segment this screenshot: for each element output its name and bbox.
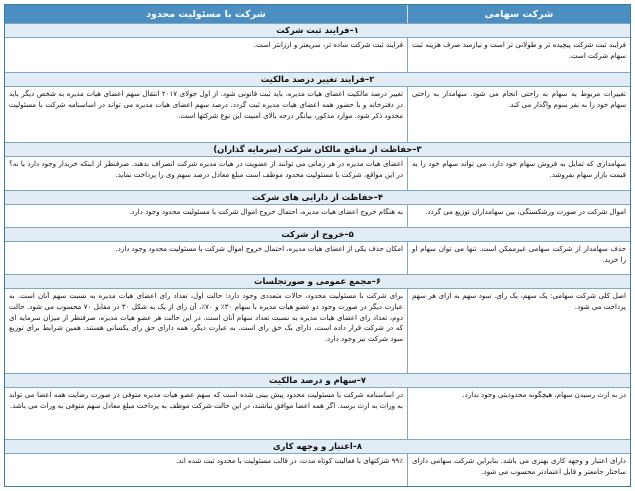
cell-joint-stock: اموال شرکت در صورت ورشکستگی، بین سهامداران توزیع می گردد. [425,207,626,216]
section-title [5,142,630,156]
table-row [5,288,630,373]
cell-joint-stock: حذف سهامدار از شرکت سهامی غیرممکن است. تنها می توان سهام او را خرید. [412,244,626,264]
cell-limited-liability: فرایند ثبت شرکت ساده تر، سریعتر و ارزانتر است. [5,38,408,72]
section-title [5,373,630,387]
cell-limited-liability: ۹۹٪ شرکتهای با فعالیت کوتاه مدت، در قالب مسئولیت با محدود ثبت شده اند. [5,454,408,486]
cell-limited-liability: امکان حذف یکی از اعضای هیات مدیره، احتمال خروج اموال شرکت با مسئولیت محدود وجود دارد. [5,242,408,274]
section-title [5,23,630,37]
cell-joint-stock: دارای اعتبار و وجهه کاری بهتری می باشد. بنابراین شرکت سهامی دارای ساختار جامعتر و قابل اعتمادتر محسوب می شود. [412,456,626,476]
cell-joint-stock: اصل کلی شرکت سهامی: یک سهم، یک رای. سود سهم به ازای هر سهم پرداخت می شود. [412,291,626,311]
table-row [5,387,630,439]
section-title-text: ۴–حفاظت از دارایی های شرکت [252,192,383,202]
section-title-text: ۶–مجمع عمومی و صورتجلسات [254,276,381,286]
cell-joint-stock: تغییرات مربوط به سهام به راحتی انجام می شود. سهامدار به راحتی سهام خود را به نفر سوم واگذار می کند. [412,89,626,109]
section-title [5,72,630,86]
table-row [5,204,630,227]
section-title [5,190,630,204]
section-title-text: ۵–خروج از شرکت [281,229,354,239]
comparison-table [4,4,631,487]
table-row [5,37,630,72]
cell-limited-liability: برای شرکت با مسئولیت محدود، حالات متعددی وجود دارد: حالت اول، تعداد رای اعضای هیات مدیره به نسبت سهم آنان است. به عبارت دیگر در صورت وجود دو عضو هیات مدیره با سهام ۳۰٪ و ۷۰٪، آن رای از یک به شکل ۳۰ در مقابل ۷۰ محسوب می شود. حالت دوم، تعداد رای اعضای هیات مدیره به نسبت تعداد سهام آنان است. در این حالت هر عضو هیات مدیره، صرفنظر از میزان سرمایه ای که در شرکت قرار داده است، دارای یک حق رای است. به عبارت دیگر، همه دارای حق رای یکسانی هستند. همین شرایط برای توزیع سود شرکت نیز وجود دارد. [5,289,408,373]
table-row [5,156,630,190]
section-title-text: ۱–فرایند ثبت شرکت [276,25,359,35]
section-title-text: ۲–فرایند تغییر درصد مالکیت [260,74,375,84]
header-joint-stock: شرکت سهامی [484,9,554,20]
cell-joint-stock: فرایند ثبت شرکت پیچیده تر و طولانی تر است و نیازمند صرف هزینه ثبت سهام شرکت است. [412,40,626,60]
section-title [5,227,630,241]
table-header [5,5,630,23]
cell-limited-liability: تغییر درصد مالکیت اعضای هیات مدیره، باید ثبت قانونی شود. از اول جولای ۲۰۱۷ انتقال سهم اعضای هیات مدیره به شخص دیگر باید در دفترخانه و با حضور همه اعضای هیات مدیره ثبت گردد. درصد سهم اعضای هیات مدیره می تواند در اساسنامه شرکت با مسئولیت محدود ذکر شود. موارد مذکور، بیانگر درجه بالای امنیت این نوع شرکتها است. [5,87,408,142]
header-limited-liability: شرکت با مسئولیت محدود [5,5,408,23]
section-title-text: ۳–حفاظت از منافع مالکان شرکت (سرمایه گذاران) [213,144,422,154]
cell-limited-liability: اعضای هیات مدیره در هر زمانی می توانند از عضویت در هیات مدیره شرکت انصراف بدهند. صرفنظر از اینکه خریدار وجود دارد یا نه؟ در این مواقع، شرکت با مسئولیت محدود موظف است مبلغ معادل درصد سهم وی را پرداخت نماید. [5,157,408,190]
table-row [5,241,630,274]
section-title-text: ۸–اعتبار و وجهه کاری [272,441,363,451]
section-title [5,274,630,288]
cell-joint-stock: سهامداری که تمایل به فروش سهام خود دارد، می تواند سهام خود را به قیمت بازار سهام بفروشد. [412,159,626,179]
table-row [5,453,630,486]
section-title [5,439,630,453]
section-title-text: ۷–سهام و درصد مالکیت [269,375,366,385]
cell-joint-stock: در به ارث رسیدن سهام، هیچگونه محدودیتی وجود ندارد. [462,390,626,399]
cell-limited-liability: در اساسنامه شرکت با مسئولیت محدود پیش بینی شده است که سهم عضو هیات مدیره متوفی در صورت رضایت همه اعضا می تواند به وراث به ارث برسد. اگر همه اعضا موافق نباشند، در این حالت شرکت موظف به پرداخت مبلغ معادل سهم متوفی به وراث می باشد. [5,388,408,439]
table-row [5,86,630,142]
cell-limited-liability: به هنگام خروج اعضای هیات مدیره، احتمال خروج اموال شرکت با مسئولیت محدود وجود دارد. [5,205,408,227]
